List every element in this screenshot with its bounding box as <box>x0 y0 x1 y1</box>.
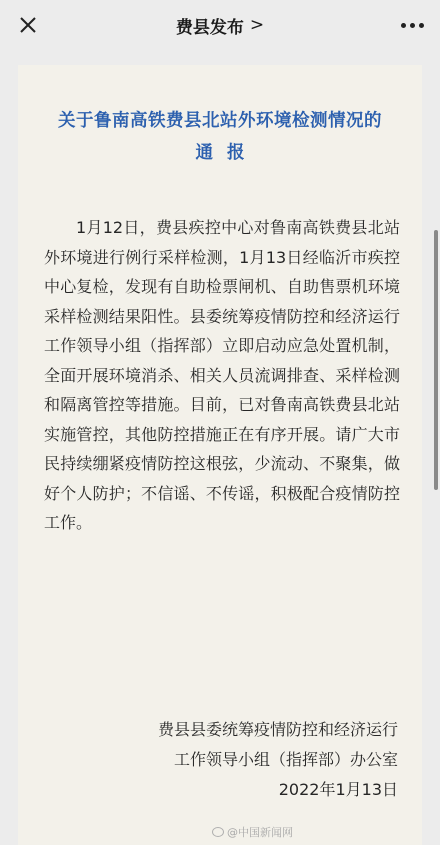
signature-line-1: 费县县委统筹疫情防控和经济运行 <box>157 720 398 739</box>
account-title-link[interactable] <box>176 13 264 38</box>
more-icon-dot <box>419 23 424 28</box>
signature-block <box>68 715 398 805</box>
headline-line-2: 通报 <box>195 143 259 163</box>
close-button[interactable] <box>14 11 42 39</box>
more-options-button[interactable] <box>396 11 428 39</box>
body-paragraph: 1月12日，费县疾控中心对鲁南高铁费县北站外环境进行例行采样检测，1月13日经临沂市疾控中心复检，发现有自助检票闸机、自助售票机环境采样检测结果阳性。县委统筹疫情防控和经济运行工作领导小组（指挥部）立即启动应急处置机制，全面开展环境消杀、相关人员流调排查、采样检测和隔离管控等措施。目前，已对鲁南高铁费县北站实施管控，其他防控措施正在有序开展。请广大市民持续绷紧疫情防控这根弦，少流动、不聚集，做好个人防护；不信谣、不传谣，积极配合疫情防控工作。 <box>44 218 400 532</box>
notice-headline <box>18 105 422 169</box>
notice-document <box>18 65 422 845</box>
article-viewport[interactable] <box>0 50 440 845</box>
watermark <box>212 824 293 840</box>
more-icon-dot <box>410 23 415 28</box>
chevron-right-icon: > <box>249 14 265 35</box>
scrollbar[interactable] <box>434 230 438 490</box>
account-title: 费县发布 <box>175 17 244 38</box>
signature-line-2: 工作领导小组（指挥部）办公室 <box>173 750 398 769</box>
headline-line-1: 关于鲁南高铁费县北站外环境检测情况的 <box>58 111 382 131</box>
more-icon <box>401 23 406 28</box>
watermark-text: @中国新闻网 <box>227 826 293 839</box>
close-icon <box>19 16 37 34</box>
notice-body <box>44 213 400 538</box>
notice-date: 2022年1月13日 <box>278 780 398 799</box>
top-nav-bar <box>0 0 440 50</box>
weibo-icon <box>212 827 224 837</box>
